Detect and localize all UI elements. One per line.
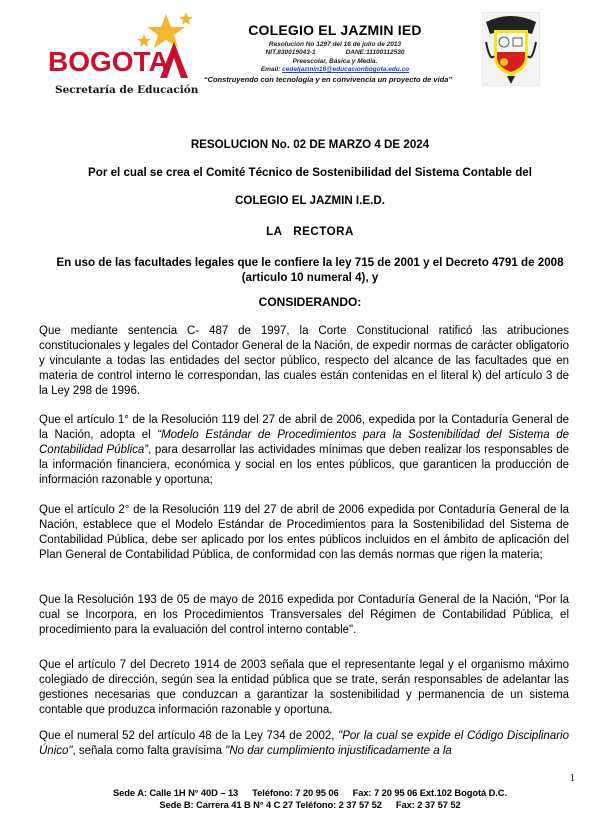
school-dane: DANE:11100112530 [345,49,405,57]
secretaria-label: Secretaría de Educación [55,84,199,96]
school-crest-icon [482,12,540,86]
paragraph-1: Que mediante sentencia C- 487 de 1997, la Corte Constitucional ratificó las atribuciones constitucionales y legales del Contador General de la Nación, de expedir normas de carácter obligatorio y vinculante a todas las entidades del sector público, respecto del alcance de las facultades que en materia de control interno le correspondan, las cuales están contenidas en el literal k) del artículo 3 de la Ley 298 de 1996. [39,325,569,397]
school-name: COLEGIO EL JAZMIN IED [248,22,422,38]
resolution-school: COLEGIO EL JAZMIN I.E.D. [235,194,385,207]
resolution-subject: Por el cual se crea el Comité Técnico de Sostenibilidad del Sistema Contable del [88,166,532,179]
authority-heading: LA RECTORA [266,225,354,238]
sede-b-address: Sede B: Carrera 41 B N° 4 C 27 Teléfono: 2 37 57 52 [159,799,382,810]
sede-a-phone: Teléfono: 7 20 95 06 [252,787,339,798]
school-ids [210,49,460,57]
school-header [203,22,460,85]
legal-powers: En uso de las facultades legales que le confiere la ley 715 de 2001 y el Decreto 4791 de 2008 (articulo 10 numeral 4), y [56,256,564,284]
page-number: 1 [570,773,575,784]
paragraph-5: Que el artículo 7 del Decreto 1914 de 2003 señala que el representante legal y el organismo máximo colegiado de dirección, según sea la entidad pública que se trate, serán responsables de adelantar las gestiones necesarias que conduzcan a garantizar la sostenibilidad y permanencia de un sistema contable que produzca información razonable y oportuna. [39,659,569,716]
paragraph-2-text-b: , para desarrollar las actividades mínimas que deben realizar los responsables de la información financiera, económica y social en los entes públicos, que garanticen la producción de información razonable y oportuna; [39,444,569,486]
paragraph-6 [39,729,569,759]
paragraph-2 [39,413,569,488]
footer-sede-b [30,799,590,811]
paragraph-6-text-b: , señala como falta gravísima [72,745,226,757]
resolution-title: RESOLUCION No. 02 DE MARZO 4 DE 2024 [190,138,430,151]
considering-heading: CONSIDERANDO: [258,295,362,309]
paragraph-6-italic-2: "No dar cumplimiento injustificadamente a la [225,745,452,757]
school-nit: NIT.830019043-1 [265,49,316,57]
school-resolution: Resolución No 1297 del 16 de julio de 2013 [268,41,402,48]
email-link[interactable]: cedeljazmin16@educacionbogota.edu.co [282,65,410,73]
school-motto: “Construyendo con tecnología y en convivencia un proyecto de vida” [203,75,453,85]
sede-a-address: Sede A: Calle 1H N° 40D – 13 [113,787,239,798]
paragraph-2-italic: “Modelo Estándar de Procedimientos para la Sostenibilidad del Sistema de Contabilidad Pública” [39,429,569,456]
sede-b-fax: Fax: 2 37 57 52 [395,799,461,810]
footer [30,787,590,811]
paragraph-2-text-a: Que el artículo 1° de la Resolución 119 del 27 de abril de 2006, expedida por la Contaduría General de la Nación, adopta el [39,414,569,441]
footer-sede-a [30,787,590,799]
bogota-wordmark: BOGOTA [48,46,169,77]
paragraph-3: Que el artículo 2° de la Resolución 119 del 27 de abril de 2006 expedida por Contaduría General de la Nación, establece que el Modelo Estándar de Procedimientos para la Sostenibilidad del Sistema de Contabilidad Pública, debe ser aplicado por los entes públicos incluidos en el ámbito de aplicación del Plan General de Contabilidad Pública, de conformidad con las demás normas que rigen la materia; [39,504,569,561]
email-label: Email: [260,65,281,73]
paragraph-4: Que la Resolución 193 de 05 de mayo de 2016 expedida por Contaduría General de la Nación, “Por la cual se Incorpora, en los Procedimientos Transversales del Régimen de Contabilidad Pública, el procedimiento para la evaluación del control interno contable". [39,594,569,636]
paragraph-6-text-a: Que el numeral 52 del artículo 48 de la Ley 734 de 2002, [39,730,339,742]
school-email-line [210,66,460,74]
bogota-logo [48,12,198,82]
sede-a-fax: Fax: 7 20 95 06 Ext.102 Bogotá D.C. [352,787,507,798]
paragraph-6-italic-1: "Por la cual se expide el Código Disciplinario Único" [39,730,570,757]
school-levels: Preescolar, Básica y Media. [292,57,378,65]
